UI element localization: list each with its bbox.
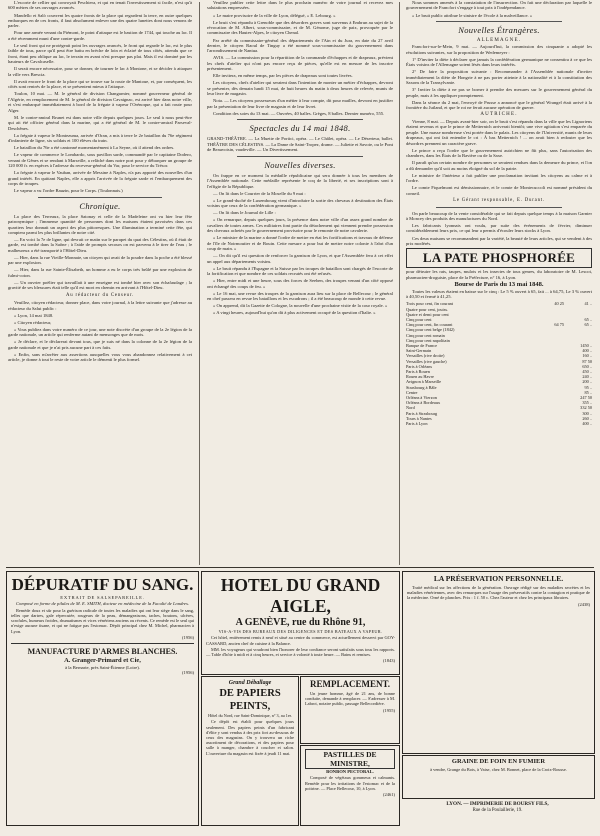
security-price: 95 ..	[584, 384, 592, 390]
foreign-paragraph: Il paraît qu'un certain nombre de personnes se seraient rendues dans la demeure du prince, et l'on a dû demander qu'il soit au moins éloigné du sol de la patrie.	[406, 160, 592, 171]
security-name: Strasbourg à Bâle	[406, 384, 437, 390]
security-price: 400 ..	[582, 348, 592, 354]
ad-graine-title: GRAINE DE FOIN EN FUMIER	[451, 758, 546, 765]
article-paragraph: Il serait encore nécessaire, pour se donner, de tourner le lac à Montone, et se décider à attaquer la ville vers Brescia.	[8, 66, 192, 77]
security-name: Trois pour cent, fin courant	[406, 301, 453, 307]
ad-pastilles-year: (2461)	[383, 792, 395, 798]
chronique-paragraph: — En voici la 7e de ligne, qui devrait ce matin sur le parapet du quai des Célestins, où il était de garde, est tombé dans la Saône ; à l'aide de prompts secours on est parvenu à le tirer de l'eau ; le malheureux a été transporté à l'Hôtel-Dieu.	[8, 237, 192, 253]
ad-depuratif-year: (1956)	[182, 634, 194, 640]
announcement-paragraph: On parle beaucoup de la vente considérable qui se fait depuis quelque temps à la maison Garnier à Moncey des produits des manufactures du Nord.	[406, 210, 592, 221]
security-name: Quatre et demi pour cent	[406, 311, 449, 317]
announcement-paragraph: Les fabricants lyonnais ont voulu, par suite des événements de février, diminuer considérablement leurs prix, ce qui leur a permis d'écouler leurs stocks à Lyon.	[406, 223, 592, 234]
security-name: Centre	[406, 389, 418, 395]
article-paragraph: L'escorte de cellier qui convoyait Peschiera, et qui en tenait l'investissement si facile, n'est qu'à 600 mètres de ses ouvrages avancés.	[8, 0, 192, 11]
security-name: Paris à Rouen	[406, 368, 430, 374]
ad-hotel-body: Cet hôtel, entièrement remis à neuf et situé au centre du commerce, est actuellement desservi par GOY-CASSARD, ancien chef de cuisine à la Balance.	[206, 635, 395, 646]
ad-papiers-kicker: Grand Déballage	[228, 680, 272, 686]
security-price: 650 ..	[582, 363, 592, 369]
ad-preservation-year: (2438)	[578, 601, 590, 607]
security-name: Paris à Lyon	[406, 420, 428, 426]
security-name: Quatre pour cent, jouiss.	[406, 306, 449, 312]
bourse-title: Bourse de Paris du 13 mai 1848.	[454, 281, 544, 289]
ad-graine	[402, 755, 595, 799]
article-paragraph: Toulon, 10 mai. — M. le général de division Changarnier, nommé gouverneur général de l'Algérie, en remplacement de M. le général de division Cavaignac, est arrivé hier dans notre ville, et s'est embarqué immédiatement à bord de la frégate à vapeur l'Orénoque, qui a fait route pour Alger.	[8, 91, 192, 113]
chronique-paragraph: — Hier, dans la rue Vieille-Monnaie, un citoyen qui avait de la poudre dans la poche a été blessé par une explosion.	[8, 254, 192, 266]
ad-depuratif-title: DÉPURATIF DU SANG.	[11, 575, 194, 594]
spectacles-listing: GRAND-THÉÂTRE. — La Muette de Portici, opéra. — Le Châlet, opéra. — Le Déserteur, ballet. THÉÂTRE DES CÉLESTINS. — La Dame de Saint-Tropez, drame. — Juliette et Savoie, ou le Pont de Beauvoisin, vaudeville. — Un Divertissement.	[207, 136, 393, 153]
ad-papiers-body: Ce dépôt est établi pour quelques jours seulement. Des papiers peints d'un fabricant d'élite y sont vendus à des prix fort au-dessous de ceux des magasins. On y trouvera un riche assortiment de décorations, et des papiers pour salle à manger, chambre à coucher et salon. L'ouverture du magasin est fixée à jeudi 11 mai.	[206, 719, 294, 756]
article-paragraph: « Le maire provisoire de la ville de Lyon, délégué, « E. Lebourg. »	[213, 12, 336, 18]
article-paragraph: Veuillez publier cette lettre dans le plus prochain numéro de votre journal et recevez mes salutations empressées.	[207, 0, 393, 11]
article-paragraph: « Le bruit public attribue le sinistre de l'école à la malveillance. »	[412, 12, 533, 18]
nouvelles-paragraph: « Le bruit répandu à l'Espagne et la Suisse par les troupes de bataillon sont chargés de l'escorte de la fortification et que nombre de ces soldats recrutés ont été refusés.	[207, 265, 393, 277]
article-paragraph: Nota. — Les citoyens possesseurs d'un métier à leur compte, dit pour mailles, devront en justifier par la présentation de leur livre de magasin et de leur livret.	[207, 98, 393, 109]
security-price: 400 ..	[582, 420, 592, 426]
ad-remplacement-title: REMPLACEMENT.	[309, 679, 391, 689]
security-name: Cinq pour cent napolitain	[406, 337, 450, 343]
bourse-note: Toutes les valeurs étaient en baisse sur le cinq : Le 5 % ouvert à 65, fait ... à 64,75, Le 3 % ouvert à 40,50 et fermé à 41,25.	[406, 288, 592, 300]
letter-paragraph: « Enfin, sans m'arrêter aux assertions auxquelles vous vous abandonnez relativement à cet article, je donne à tout le reste de votre article le démenti le plus formel.	[8, 351, 192, 363]
ad-remplacement-body: Un jeune homme, âgé de 21 ans, de bonne conduite, demande à remplacer. — S'adresser à M. Labrot, notaire public, passage Bellecordière.	[305, 691, 395, 707]
security-name: Orléans à Bordeaux	[406, 400, 441, 406]
imprint-text: LYON. — IMPRIMERIE DE BOURSY FILS,	[446, 801, 549, 807]
ad-hotel-subtitle: A GENÈVE, rue du Rhône 91,	[235, 617, 366, 628]
article-paragraph: Le vapeur de commerce le Lombardo, sous pavillon sarde, commandé par le capitaine Dodero, venant de Gênes et se rendant à Marseille, a relâché dans notre port pour y débarquer un groupe de 120 000 fr. en espèces à l'adresse du receveur-général du Var, pour le service du Trésor.	[8, 152, 192, 169]
nouvelles-paragraph: — On lit dans le Journal de Lille :	[213, 210, 276, 216]
section-divider	[237, 156, 363, 157]
letter-heading: Au rédacteur du Censeur.	[66, 292, 134, 298]
nouvelles-paragraph: « Le grand-duché de Luxembourg vient d'introduire la sortie des chevaux à destination des États voisins que ceux de la confédération germanique. »	[207, 197, 393, 209]
nouvelles-paragraph: « On apprend, dit la Gazette de Cologne, la nouvelle d'une prochaine visite de la cour royale. »	[213, 303, 388, 309]
section-divider	[436, 207, 562, 208]
security-name: Paris à Orléans	[406, 363, 433, 369]
security-price: 65 ..	[584, 316, 592, 322]
article-paragraph: Pour une armée venant du Piémont, le point d'attaque est le bastion de 1744, qui touche au lac. Il a été récemment muni d'une contre-garde.	[8, 30, 192, 41]
section-divider	[237, 119, 363, 120]
security-price: 160 ..	[582, 353, 592, 359]
ad-depuratif-subtitle2: Composé en forme de pilules de M. E. SMITH, docteur en médecine de la Faculté de Londres.	[15, 601, 190, 607]
security-name: Versailles (rive droite)	[406, 353, 445, 359]
security-price: 1450 ..	[580, 342, 592, 348]
foreign-paragraph: Francfort-sur-le-Mein, 9 mai. — Aujourd'hui, la commission des cinquante a adopté les résolutions suivantes, sur la proposition de Wedemeyer :	[406, 44, 592, 55]
article-paragraph: Elle invitera, en même temps, par les pièces de drapeaux sont toutes livrées.	[213, 73, 353, 79]
letter-paragraph: « Lyon, 14 mai 1848.	[14, 312, 54, 318]
section-divider	[38, 197, 162, 198]
security-name: Nord	[406, 405, 415, 411]
ad-manufacture-title: MANUFACTURE D'ARMES BLANCHES.	[27, 646, 178, 656]
security-price: 240 ..	[582, 374, 592, 380]
article-paragraph: La frégate à vapeur le Montezuma, arrivée d'Oran, a mis à terre le 2e bataillon du 76e régiment d'infanterie de ligne, six soldats et 100 élèves du train.	[8, 132, 192, 144]
foreign-paragraph: Le ministre de l'intérieur a fait publier une proclamation invitant les citoyens au calme et à l'ordre.	[406, 172, 592, 184]
security-name: Rouen au Havre	[406, 374, 434, 380]
nouvelles-paragraph: « Le ministre de la marine a donné l'ordre de mettre en état les fortifications et travaux de défense de l'île de Noirmoutier et de Bouin. Cette mesure a pour but de mettre notre colonie à l'abri d'un coup de main. »	[207, 235, 393, 252]
announcement-paragraph: Ces deux maisons se recommandent par la variété, la beauté de leurs articles, qui se vendent à des prix modérés.	[406, 235, 592, 246]
security-name: Tours à Nantes	[406, 415, 432, 421]
security-price: 200 ..	[582, 379, 592, 385]
nouvelles-paragraph: « Le 16 mai, une revue des troupes de la garnison aura lieu sur la place de Bellecour ; le général en chef passera en revue les bataillons et les escadrons ; il a été beaucoup de monde à cette revue.	[207, 290, 393, 302]
column-left	[8, 0, 192, 565]
security-price: 260 ..	[582, 415, 592, 421]
column-right	[406, 0, 592, 565]
gerant-line: Le Gérant responsable, E. Durant.	[453, 198, 545, 204]
security-price	[536, 421, 564, 426]
article-paragraph: Condition des soies du 13 mai. — Ouvrées, 40 balles. Grèges, 8 balles. Dernier numéro, 555.	[213, 110, 385, 116]
nouvelles-paragraph: — On lit dans le Courrier de la Moselle du 9 mai :	[213, 190, 306, 196]
article-paragraph: M. le contre-amiral Brunet est dans notre ville depuis quelques jours. Le seul à nous peut-être qui ait été officier général dans la marine, qui a été général de M. le contre-amiral Parseval-Deschênes.	[8, 114, 192, 131]
article-paragraph: Les citoyens, chefs d'atelier qui seraient dans l'intention de monter un métier d'échappes, devront se présenter, dès demain lundi 15 mai, de huit heures du matin à deux heures de relevée, munis de leur livre de magasin.	[207, 80, 393, 97]
article-paragraph: AVIS. — La commission pour la répartition de la commande d'échappes et de drapeaux, prévient les chefs d'atelier qui n'ont pas encore reçu de pièces, qu'elle est en mesure de les inscrire présentement.	[207, 55, 393, 72]
letter-paragraph: Veuillez, citoyen rédacteur, donner place, dans votre journal, à la lettre suivante que j'adresse au rédacteur du Salut public :	[8, 300, 192, 311]
foreign-paragraph: 2° De faire la proposition suivante : Recommander à l'Assemblée nationale d'inviter immédiatement la diète de Hongrie à ne pas porter atteinte à la nationalité et à la constitution des Saxons de la Transylvanie.	[406, 69, 592, 86]
advert-separator	[6, 567, 594, 568]
letter-paragraph: « Je déclare, et le déclarerai devant tous, que je suis né dans la colonne de la 2e légion de la garde nationale et que je n'ai pris aucune part à ces faits.	[8, 339, 192, 350]
security-name: Cinq pour cent	[406, 316, 432, 322]
article-paragraph: Le vapeur a vu l'ordre Bauzin, pour le Corps. (Toulonnais.)	[14, 188, 123, 194]
ad-pastilles	[300, 745, 400, 826]
ad-depuratif-body: Remède doux et sûr pour la guérison radicale de toutes les maladies qui ont leur siège dans le sang, telles que dartres, gale répercutée, rougeurs de la peau, démangeaisons, taches, boutons, ulcères, scrofules, humeurs froides, rhumatismes et vices vénériens anciens ou récents. Ce remède est le seul qui n'exige aucune tisane, et qui ne fatigue pas l'estomac. Dépôt principal chez M. Michel, pharmacien à Lyon.	[11, 607, 194, 634]
security-price: 300 ..	[582, 410, 592, 416]
ad-papiers-address: Hôtel du Nord, rue Saint-Dominique, n° 3, au 1er.	[208, 713, 292, 718]
article-paragraph: Mandello et Salò couvrent les quatre fronts de la place qui regardent la terre, en outre quelques embarques en de ces fronts, il faut absolument enlever une des quatre lunettes dont nous venons de parler.	[8, 12, 192, 29]
security-price: 64 75	[554, 322, 564, 328]
foreign-paragraph: Le prince a reçu l'ordre que le gouvernement autrichien ne fût plus, sans l'autorisation des chambres, dans les États de la Bavière ou de la Saxe.	[406, 147, 592, 159]
ad-hotel-title: HOTEL DU GRAND AIGLE,	[220, 575, 381, 616]
article-paragraph: Par arrêté du commissaire-général des départements de l'Ain et du Jura, en date du 27 avril dernier, le citoyen Raoul de Tinguy a été nommé sous-commissaire du gouvernement dans l'arrondissement de Nantua.	[207, 37, 393, 54]
nouvelles-paragraph: On frappe en ce moment la médaille républicaine qui sera donnée à tous les membres de l'Assemblée nationale. Cette médaille représente le coq de la liberté, et ses inscriptions sont à l'effigie de la République.	[207, 172, 393, 189]
ad-pate-phosphoree-text: pour détruire les rats, taupes, mulots et les insectes de tous genres, du laboratoire de M. Lescot, pharmacien-droguiste, place de la Préfecture, n° 16, à Lyon.	[406, 269, 592, 280]
security-name: Paris à Strasbourg	[406, 410, 438, 416]
security-price: 247 50	[580, 394, 592, 400]
security-price: 65 ..	[584, 322, 592, 328]
ad-preservation-body: Traité médical sur les affections de la génération. Ouvrage rédigé sur des maladies secrètes et les maladies vénériennes, avec des remarques sur l'usage des préservatifs contre la contagion et pratique de la médecine. Orné de planches. Prix : 1 f. 50 c. Chez l'auteur et chez les principaux libraires.	[407, 585, 590, 601]
ad-hotel-subtitle2: VIS-A-VIS DES BUREAUX DES DILIGENCES ET DES BATEAUX A VAPEUR.	[218, 629, 383, 634]
chronique-paragraph: La place des Terreaux, la place Satonay et celle de la Madeleine ont vu hier leur fête patronymique ; l'immense quantité de personnes dont les maisons étaient pavoisées dans ces quartiers leur donnait un aspect des plus pittoresques. Une illumination a terminé cette fête, qui comptera parmi les plus brillantes de notre cité.	[8, 213, 192, 235]
bourse-table	[406, 301, 592, 426]
ad-depuratif-subtitle: EXTRAIT DE SALSEPAREILLE.	[60, 595, 145, 600]
section-title-spectacles: Spectacles du 14 mai 1848.	[249, 123, 351, 134]
section-title-etrangeres: Nouvelles Étrangères.	[458, 24, 540, 35]
ad-remplacement	[300, 676, 400, 744]
country-heading-autriche: AUTRICHE.	[480, 112, 518, 118]
ad-pastilles-body: Composé de végétaux gommeux et calmants. Remède pour les irritations de l'estomac et de la poitrine. — Place Bellecour, 10, à Lyon.	[305, 775, 395, 791]
ad-graine-body: à vendre, Grange du Bois, à Vaise, chez M. Bonnet, place de la Croix-Rousse.	[430, 767, 567, 772]
letter-paragraph: « Vous publiez dans votre numéro de ce jour, une note discrète d'un groupe de la 2e légion de la garde nationale, un article qui renferme autant de mensonges que de mots.	[8, 326, 192, 338]
security-price: 355 ..	[582, 400, 592, 406]
column-rule	[199, 2, 200, 565]
ad-pastilles-title: PASTILLES DE MINISTRE,	[305, 749, 395, 769]
ad-manufacture-year: (1956)	[182, 670, 194, 676]
ad-preservation-title: LA PRÉSERVATION PERSONNELLE.	[433, 574, 564, 583]
foreign-paragraph: Vienne, 8 mai. — Depuis avant-hier soir, on le bruit s'est répandu dans la ville que les Lignoriens étaient revenus et que le prince de Metternich arriverait bientôt; une vive agitation s'est emparée du peuple. Une masse nombreuse s'est portée dans le palais. Les citoyens de l'Université, munis de leurs drapeaux, qui ont fait entendre le cri : À bas Metternich ! ... on avait bien à redouter que les désordres prennent un caractère grave.	[406, 118, 592, 146]
security-price: 41 ..	[584, 301, 592, 307]
ad-pastilles-subtitle: BONBON PECTORAL.	[326, 769, 374, 774]
article-paragraph: Il avait encore le front de la place qui se trouve sur la route de Mantoue, et, par conséquent, les côtés sont rentrés de la place, et se présentent mieux à l'attaque.	[8, 78, 192, 90]
ad-papiers-peints	[201, 676, 299, 826]
foreign-paragraph: 3° Inviter la diète à ne pas se borner à prendre des mesures sur le gouvernement général du peuple, mais à les appliquer promptement.	[406, 87, 592, 98]
security-name: Banque de France	[406, 342, 438, 348]
imprint-address: Rue de la Poulaillerie, 19.	[472, 808, 523, 813]
foreign-paragraph: Le comte Fiquelmont est démissionnaire, et le comte de Montecuccoli est nommé président du conseil.	[406, 185, 592, 196]
ad-depuratif	[6, 571, 199, 826]
security-name: Orléans à Vierzon	[406, 394, 437, 400]
section-divider	[436, 21, 562, 22]
security-name: Versailles (rive gauche)	[406, 358, 447, 364]
ad-remplacement-year: (1955)	[383, 707, 395, 713]
ad-hotel	[201, 571, 400, 675]
column-rule	[399, 2, 400, 565]
security-price: 450 ..	[582, 368, 592, 374]
chronique-paragraph: — Un ouvrier poëlier qui travaillait à une enseigne est tombé hier avec son échafaudage ; la gravité de ses blessures était telle qu'il est mort en chemin en arrivant à l'Hôtel-Dieu.	[8, 279, 192, 291]
security-price: 85 ..	[584, 389, 592, 395]
foreign-paragraph: Dans la séance du 2 mai, l'envoyé de Prusse a annoncé que le général Wrangel était arrivé à la frontière du Jutland, et que le roi ne ferait aucune opération de guerre.	[406, 99, 592, 111]
ad-preservation	[402, 571, 595, 754]
security-price: 40 25	[554, 301, 564, 307]
security-name: Avignon à Marseille	[406, 379, 442, 385]
ad-pate-phosphoree-title: LA PATE PHOSPHORÉE	[406, 248, 592, 268]
foreign-paragraph: 1° D'inviter la diète à déclarer que jamais la confédération germanique ne consentira à ce que les États voisins de l'Allemagne soient lésés dans leurs intérêts.	[406, 56, 592, 68]
nouvelles-paragraph: « Hier, entre midi et une heure, sous des forces de Seeben, des troupes venant d'un côté opposé ont échangé des coups de feu. »	[207, 278, 393, 289]
ad-papiers-title: DE PAPIERS PEINTS,	[219, 688, 281, 712]
security-price: 87 50	[582, 358, 592, 364]
nouvelles-paragraph: « On remarque, depuis quelques jours, la présence dans notre ville d'un assez grand nombre de cavaliers de toutes armes. Ces militaires font partie du détachement qui viennent prendre possession des chevaux achetés par le gouvernement provisoire pour le remonte de notre cavalerie.	[207, 217, 393, 234]
country-heading-allemagne: ALLEMAGNE.	[476, 37, 522, 43]
table-row	[406, 421, 592, 426]
security-name: Cinq pour cent romain	[406, 332, 445, 338]
security-name: Saint-Germain	[406, 348, 432, 354]
security-name: Cinq pour cent, fin courant	[406, 322, 453, 328]
section-title-nouvelles: Nouvelles diverses.	[264, 159, 336, 170]
ad-hotel-body2: MM. les voyageurs qui voudront bien l'honorer de leur confiance seront satisfaits sous tous les rapports. — Table d'hôte à midi et à cinq heures, et service à volonté à toute heure. — Bains et remises.	[206, 646, 395, 658]
article-paragraph: Le seul front qui ne protégeait point les ouvrages avancés, le front qui regarde le lac, est le plus faible de tous, parce qu'il peut être battu en brèche de loin et éclairé de tous côtés, attendu que ce front, étant peu oblique au lac, le terrain en avant n'est presque pas plat. Mais il est dominé par les hauteurs de Cavalcaselle.	[8, 42, 192, 65]
imprint	[402, 801, 593, 825]
article-paragraph: Nous sommes amenés à la constatation de l'insurrection. On fait une déclaration par laquelle le gouvernement de Francfort s'engage à tout prix à l'indépendance.	[406, 0, 592, 11]
security-price: 332 50	[580, 405, 592, 411]
column-middle	[207, 0, 393, 565]
article-paragraph: Le bataillon du 76e a été cantonné momentanément à La Seyne, où il attend des ordres.	[14, 145, 175, 151]
section-title-chronique: Chronique.	[79, 200, 121, 211]
ad-hotel-year: (1843)	[383, 658, 395, 664]
nouvelles-paragraph: — On dit qu'il est question de renforcer la garnison de Lyon, et que l'Assemblée fera à cet effet un appel aux départements voisins.	[207, 253, 393, 264]
letter-paragraph: « Citoyen rédacteur,	[14, 319, 52, 325]
article-paragraph: La frégate à vapeur le Vauban, arrivée de Messine à Naples, n'a pas apporté des nouvelles d'un grand intérêt. En quittant Naples, elle a appris l'arrivée de la frégate sarde et l'embarquement des corps de troupes.	[8, 170, 192, 187]
chronique-paragraph: — Hier, dans la rue Sainte-Élisabeth, un homme a eu le corps très brûlé par une explosion de fulmi-coton.	[8, 267, 192, 278]
ad-manufacture-name: A. Granger-Primard et Cie,	[64, 656, 141, 664]
ad-manufacture-address: à la Bernarie, près Saint-Étienne (Loire).	[65, 664, 140, 670]
article-paragraph: Le bruit s'est répandu à Grenoble que des désordres graves sont survenus à Embrun au sujet de la révocation de M. Albert, sous-commissaire, et de M. Génome, juge de paix, provoquée par le commissaire des Hautes-Alpes, le citoyen Chenal.	[207, 19, 393, 36]
security-name: Cinq pour cent belge (1842)	[406, 327, 455, 333]
nouvelles-paragraph: « A vingt heures, aujourd'hui qu'on dit à plus activement occupé de la question d'Italie. »	[213, 310, 376, 316]
